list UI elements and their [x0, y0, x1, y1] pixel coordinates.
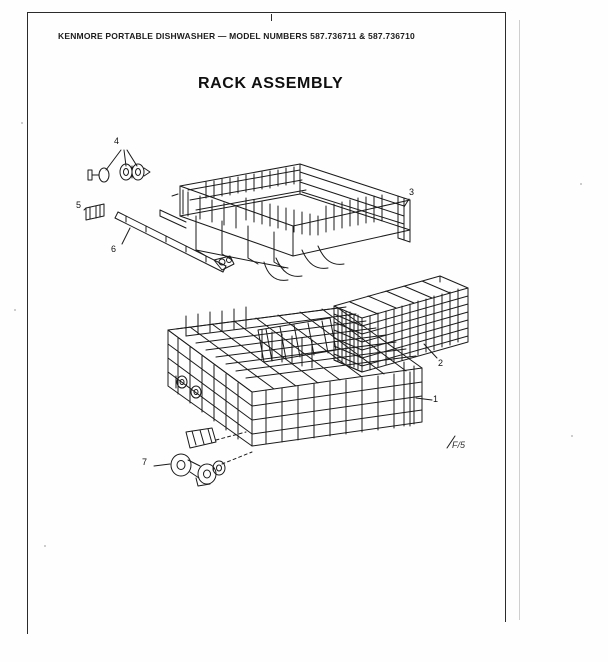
- callout-2: 2: [438, 358, 444, 368]
- callout-6: 6: [111, 244, 117, 254]
- page-code: F/5: [452, 440, 466, 450]
- callout-5: 5: [76, 200, 82, 210]
- upper-rack: [172, 164, 410, 280]
- lower-roller-assembly: [154, 428, 252, 486]
- roller-wheel-kit: [88, 150, 150, 182]
- page-code-tick: [447, 436, 455, 448]
- callout-leader-3: [404, 199, 409, 207]
- callout-3: 3: [409, 187, 415, 197]
- callout-7: 7: [142, 457, 148, 467]
- page-title: RACK ASSEMBLY: [198, 75, 344, 92]
- upper-rack-support-bar: [160, 210, 186, 228]
- page-header: KENMORE PORTABLE DISHWASHER — MODEL NUMBERS 587.736711 & 587.736710: [58, 31, 415, 41]
- callout-4: 4: [114, 136, 120, 146]
- callout-leader-1: [416, 398, 432, 400]
- rack-slide-rail: [115, 212, 234, 272]
- rack-stop-clip: [84, 204, 104, 220]
- callout-1: 1: [433, 394, 439, 404]
